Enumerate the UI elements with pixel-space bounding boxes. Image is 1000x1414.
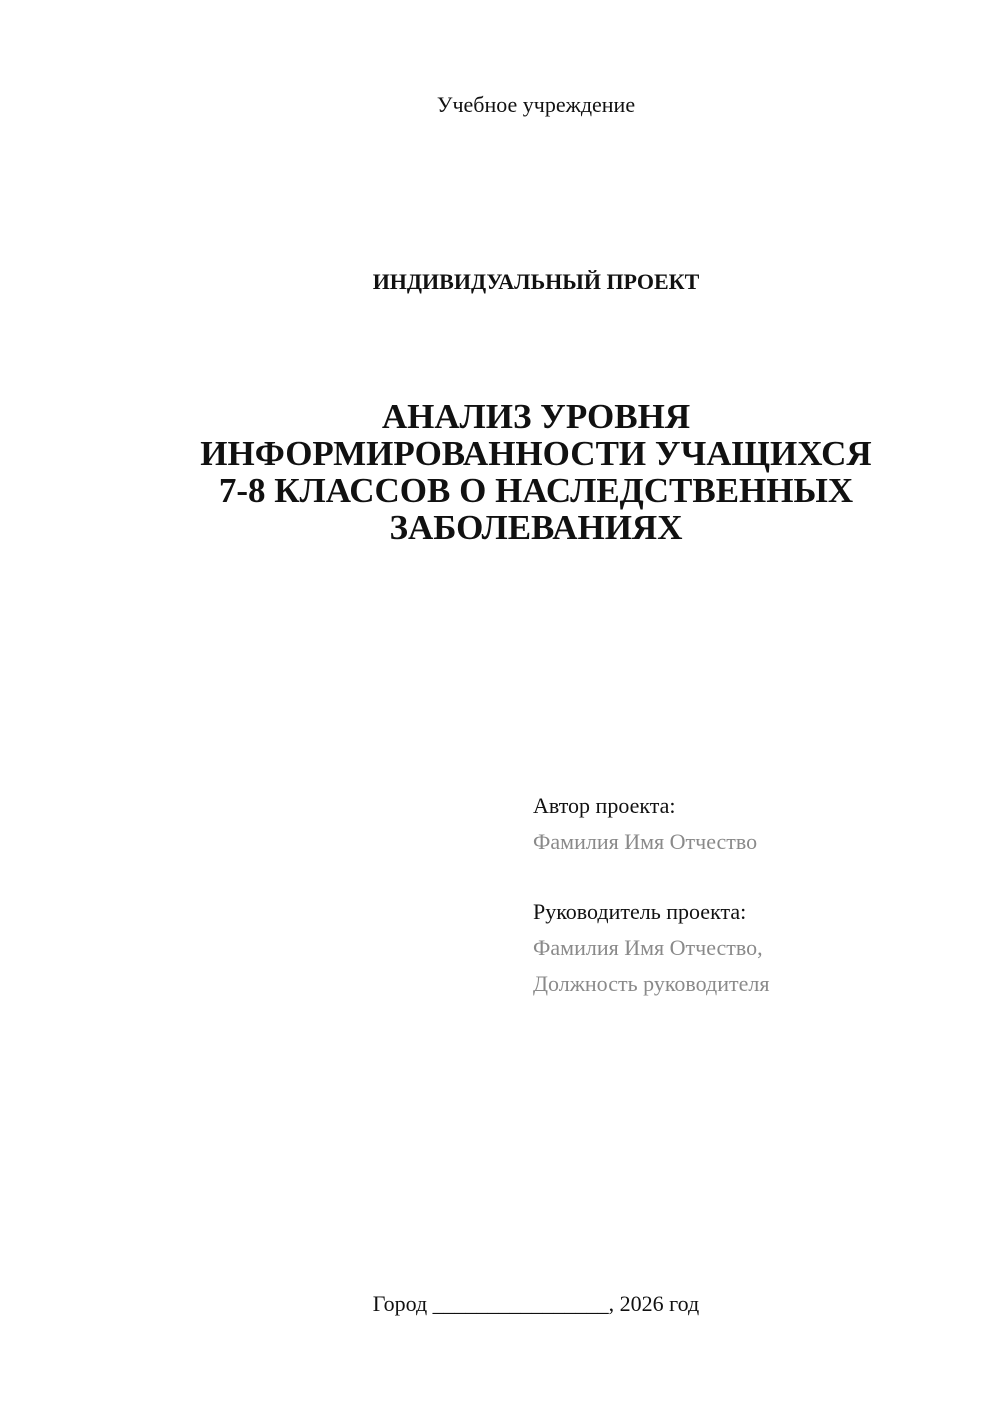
project-title-line: 7-8 КЛАССОВ О НАСЛЕДСТВЕННЫХ bbox=[218, 471, 854, 510]
supervisor-name: Фамилия Имя Отчество, bbox=[533, 935, 763, 960]
project-title bbox=[100, 398, 972, 546]
supervisor-position: Должность руководителя bbox=[533, 971, 770, 996]
project-title-line: ЗАБОЛЕВАНИЯХ bbox=[389, 508, 683, 547]
author-name: Фамилия Имя Отчество bbox=[533, 829, 758, 854]
signature-spacer bbox=[533, 860, 973, 894]
city-year-line: Город ________________, 2026 год bbox=[372, 1291, 700, 1316]
document-type: ИНДИВИДУАЛЬНЫЙ ПРОЕКТ bbox=[372, 269, 700, 294]
supervisor-label: Руководитель проекта: bbox=[533, 899, 747, 924]
project-title-line: АНАЛИЗ УРОВНЯ bbox=[381, 397, 691, 436]
signature-block bbox=[533, 788, 973, 1002]
institution-name: Учебное учреждение bbox=[436, 92, 636, 117]
author-label: Автор проекта: bbox=[533, 793, 676, 818]
project-title-line: ИНФОРМИРОВАННОСТИ УЧАЩИХСЯ bbox=[200, 434, 872, 473]
